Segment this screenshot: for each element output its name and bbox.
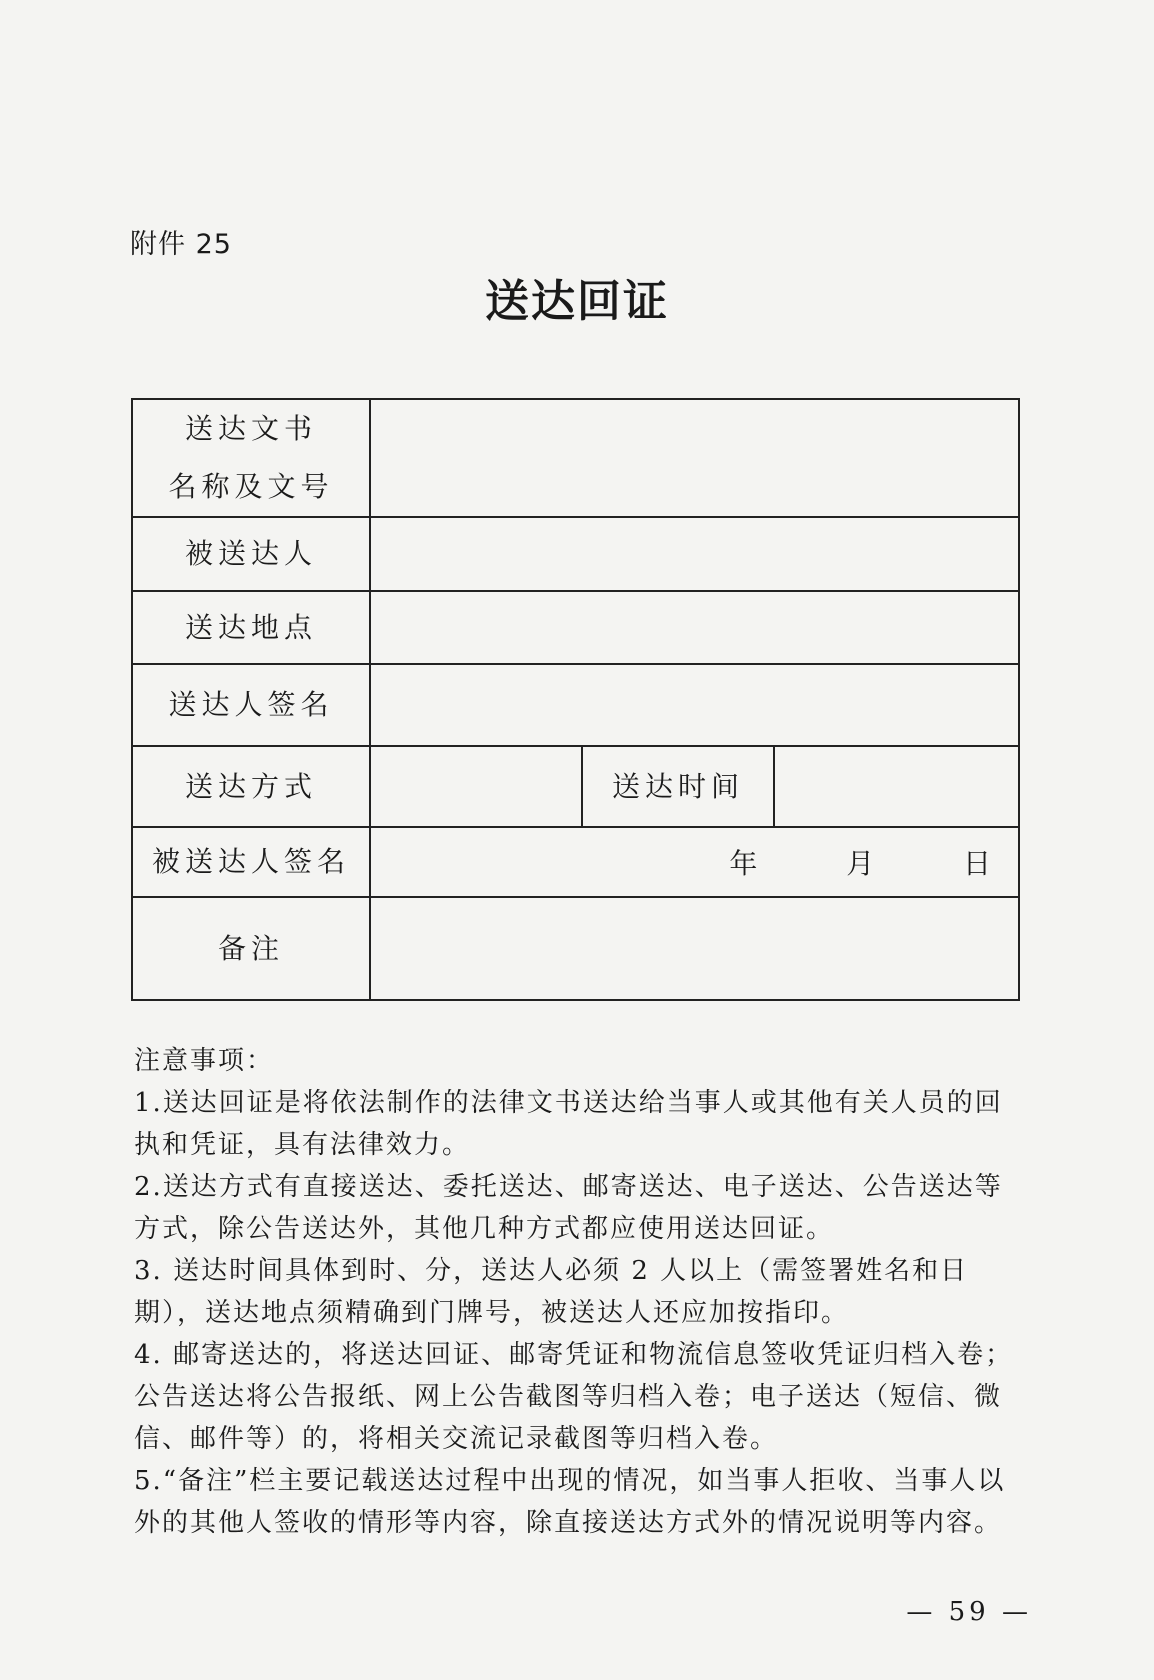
notes-heading: 注意事项： <box>134 1046 275 1076</box>
label-remarks: 备注 <box>132 897 370 1000</box>
date-month-label: 月 <box>846 847 880 880</box>
row-recipient-signature <box>132 827 1019 897</box>
page-title: 送达回证 <box>485 276 669 327</box>
row-recipient <box>132 517 1019 591</box>
notes-section <box>134 1040 1030 1544</box>
note-item-5: 5.“备注”栏主要记载送达过程中出现的情况，如当事人拒收、当事人以外的其他人签收的情形等内容，除直接送达方式外的情况说明等内容。 <box>134 1466 1006 1538</box>
note-item-1: 1.送达回证是将依法制作的法律文书送达给当事人或其他有关人员的回执和凭证，具有法律效力。 <box>134 1088 1003 1160</box>
row-document-name <box>132 399 1019 517</box>
note-item-2: 2.送达方式有直接送达、委托送达、邮寄送达、电子送达、公告送达等方式，除公告送达外，其他几种方式都应使用送达回证。 <box>134 1172 1003 1244</box>
label-method: 送达方式 <box>132 746 370 827</box>
field-location[interactable] <box>370 591 1019 664</box>
label-server-signature: 送达人签名 <box>132 664 370 746</box>
row-remarks <box>132 897 1019 1000</box>
row-server-signature <box>132 664 1019 746</box>
field-recipient-signature-date[interactable] <box>370 827 1019 897</box>
note-item-4: 4. 邮寄送达的，将送达回证、邮寄凭证和物流信息签收凭证归档入卷；公告送达将公告报纸、网上公告截图等归档入卷；电子送达（短信、微信、邮件等）的，将相关交流记录截图等归档入卷。 <box>134 1340 1014 1454</box>
row-location <box>132 591 1019 664</box>
label-recipient-signature: 被送达人签名 <box>132 827 370 897</box>
field-time[interactable] <box>774 746 1019 827</box>
page-number: — 59 — <box>906 1597 1032 1627</box>
note-item-3: 3. 送达时间具体到时、分，送达人必须 2 人以上（需签署姓名和日期），送达地点须精确到门牌号，被送达人还应加按指印。 <box>134 1256 969 1328</box>
label-document-name <box>132 399 370 517</box>
field-method[interactable] <box>370 746 582 827</box>
date-year-label: 年 <box>729 847 763 880</box>
attachment-label: 附件 25 <box>130 229 232 260</box>
field-remarks[interactable] <box>370 897 1019 1000</box>
field-recipient[interactable] <box>370 517 1019 591</box>
label-document-name-line2: 名称及文号 <box>168 470 334 503</box>
label-recipient: 被送达人 <box>132 517 370 591</box>
label-time: 送达时间 <box>582 746 774 827</box>
label-location: 送达地点 <box>132 591 370 664</box>
label-document-name-line1: 送达文书 <box>184 412 317 445</box>
field-document-name[interactable] <box>370 399 1019 517</box>
service-receipt-form <box>131 398 1020 1001</box>
date-day-label: 日 <box>963 847 997 880</box>
field-server-signature[interactable] <box>370 664 1019 746</box>
row-method-time <box>132 746 1019 827</box>
